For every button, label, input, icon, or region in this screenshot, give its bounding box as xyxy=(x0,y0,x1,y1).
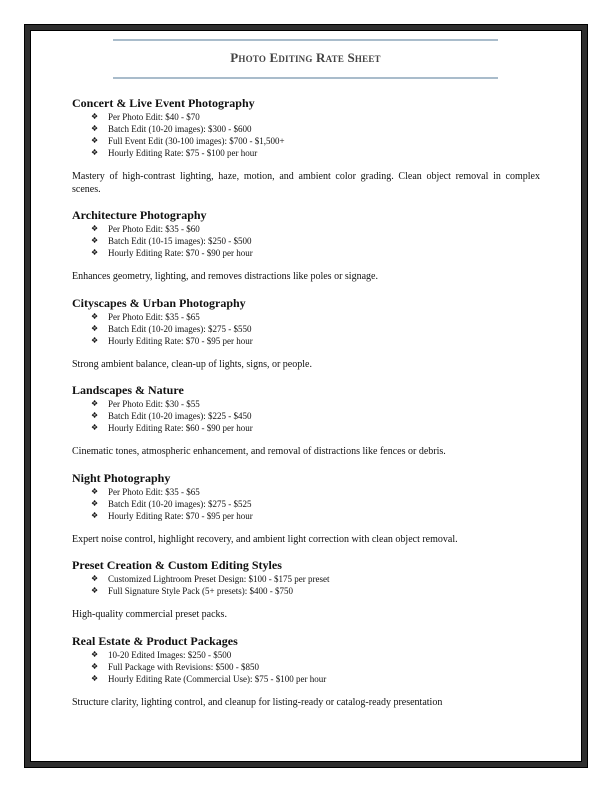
section-presets xyxy=(72,558,540,622)
section-night xyxy=(72,471,540,547)
rate-text: Hourly Editing Rate: $70 - $95 per hour xyxy=(108,510,253,521)
rate-text: Batch Edit (10-15 images): $250 - $500 xyxy=(108,236,252,246)
rate-text: 10-20 Edited Images: $250 - $500 xyxy=(108,649,232,660)
rate-text: Hourly Editing Rate: $70 - $95 per hour xyxy=(108,335,253,346)
diamond-bullet-icon: ❖ xyxy=(91,498,99,508)
section-concert xyxy=(72,96,540,196)
rate-item xyxy=(72,398,540,410)
diamond-bullet-icon: ❖ xyxy=(91,399,99,408)
diamond-bullet-icon: ❖ xyxy=(91,510,99,520)
section-heading: Cityscapes & Urban Photography xyxy=(72,295,246,310)
diamond-bullet-icon: ❖ xyxy=(91,673,99,683)
diamond-bullet-icon: ❖ xyxy=(91,574,99,583)
rate-item xyxy=(72,247,540,259)
section-description: Enhances geometry, lighting, and removes distractions like poles or signage. xyxy=(72,271,378,282)
rate-item xyxy=(72,498,540,510)
rate-text: Per Photo Edit: $35 - $60 xyxy=(108,224,200,234)
rate-item xyxy=(72,661,540,673)
diamond-bullet-icon: ❖ xyxy=(91,311,99,321)
rate-text: Batch Edit (10-20 images): $300 - $600 xyxy=(108,124,252,134)
rate-item xyxy=(72,673,540,685)
rate-text: Batch Edit (10-20 images): $275 - $550 xyxy=(108,323,252,334)
diamond-bullet-icon: ❖ xyxy=(91,423,99,432)
section-heading: Architecture Photography xyxy=(72,208,207,222)
diamond-bullet-icon: ❖ xyxy=(91,486,99,496)
rate-list xyxy=(72,573,540,597)
section-landscapes xyxy=(72,383,540,459)
section-heading: Landscapes & Nature xyxy=(72,383,184,397)
rate-list xyxy=(72,111,540,159)
section-description: Cinematic tones, atmospheric enhancement, and removal of distractions like fences or debris. xyxy=(72,446,446,457)
rate-item xyxy=(72,335,540,347)
section-real-estate xyxy=(72,634,540,710)
section-description: Structure clarity, lighting control, and cleanup for listing-ready or catalog-ready presentation xyxy=(72,696,443,708)
rate-text: Customized Lightroom Preset Design: $100 - $175 per preset xyxy=(108,574,330,584)
rate-text: Hourly Editing Rate: $75 - $100 per hour xyxy=(108,148,258,158)
rate-text: Full Signature Style Pack (5+ presets): $400 - $750 xyxy=(108,586,294,596)
rate-list xyxy=(72,223,540,259)
title-rule-bottom xyxy=(113,77,498,79)
diamond-bullet-icon: ❖ xyxy=(91,586,99,595)
rate-item xyxy=(72,422,540,434)
section-cityscapes xyxy=(72,296,540,372)
rate-item xyxy=(72,147,540,159)
title-rule-top xyxy=(113,39,498,41)
diamond-bullet-icon: ❖ xyxy=(91,112,99,121)
rate-item xyxy=(72,111,540,123)
section-description: High-quality commercial preset packs. xyxy=(72,609,227,620)
diamond-bullet-icon: ❖ xyxy=(91,124,99,133)
rate-list xyxy=(72,398,540,434)
rate-item xyxy=(72,123,540,135)
rate-text: Batch Edit (10-20 images): $275 - $525 xyxy=(108,498,252,509)
rate-item xyxy=(72,235,540,247)
rate-text: Per Photo Edit: $30 - $55 xyxy=(108,399,200,409)
diamond-bullet-icon: ❖ xyxy=(91,236,99,245)
section-architecture xyxy=(72,208,540,284)
rate-item xyxy=(72,486,540,498)
rate-text: Per Photo Edit: $40 - $70 xyxy=(108,112,200,122)
rate-item xyxy=(72,649,540,661)
rate-item xyxy=(72,410,540,422)
rate-item xyxy=(72,223,540,235)
section-description: Strong ambient balance, clean-up of lights, signs, or people. xyxy=(72,358,312,370)
section-heading: Night Photography xyxy=(72,470,171,485)
diamond-bullet-icon: ❖ xyxy=(91,649,99,659)
rate-list xyxy=(72,649,540,685)
rate-item xyxy=(72,311,540,323)
section-description: Mastery of high-contrast lighting, haze, motion, and ambient color grading. Clean object removal in complex scenes. xyxy=(72,171,540,195)
rate-text: Per Photo Edit: $35 - $65 xyxy=(108,311,200,322)
rate-text: Hourly Editing Rate: $60 - $90 per hour xyxy=(108,423,253,433)
diamond-bullet-icon: ❖ xyxy=(91,248,99,257)
rate-text: Hourly Editing Rate (Commercial Use): $75 - $100 per hour xyxy=(108,673,327,684)
rate-list xyxy=(72,486,540,522)
section-heading: Real Estate & Product Packages xyxy=(72,633,238,648)
section-heading: Preset Creation & Custom Editing Styles xyxy=(72,558,282,572)
page-title: Photo Editing Rate Sheet xyxy=(230,50,381,65)
diamond-bullet-icon: ❖ xyxy=(91,411,99,420)
rate-item xyxy=(72,573,540,585)
section-heading: Concert & Live Event Photography xyxy=(72,96,255,110)
diamond-bullet-icon: ❖ xyxy=(91,323,99,333)
rate-item xyxy=(72,510,540,522)
diamond-bullet-icon: ❖ xyxy=(91,661,99,671)
rate-text: Hourly Editing Rate: $70 - $90 per hour xyxy=(108,248,253,258)
diamond-bullet-icon: ❖ xyxy=(91,335,99,345)
rate-item xyxy=(72,135,540,147)
rate-item xyxy=(72,585,540,597)
section-description: Expert noise control, highlight recovery, and ambient light correction with clean object removal. xyxy=(72,533,458,545)
rate-list xyxy=(72,311,540,347)
rate-sheet-content xyxy=(72,96,540,721)
rate-text: Full Package with Revisions: $500 - $850 xyxy=(108,661,259,672)
rate-text: Per Photo Edit: $35 - $65 xyxy=(108,486,200,497)
rate-text: Batch Edit (10-20 images): $225 - $450 xyxy=(108,411,252,421)
rate-text: Full Event Edit (30-100 images): $700 - $1,500+ xyxy=(108,136,285,146)
diamond-bullet-icon: ❖ xyxy=(91,224,99,233)
rate-item xyxy=(72,323,540,335)
diamond-bullet-icon: ❖ xyxy=(91,148,99,157)
diamond-bullet-icon: ❖ xyxy=(91,136,99,145)
